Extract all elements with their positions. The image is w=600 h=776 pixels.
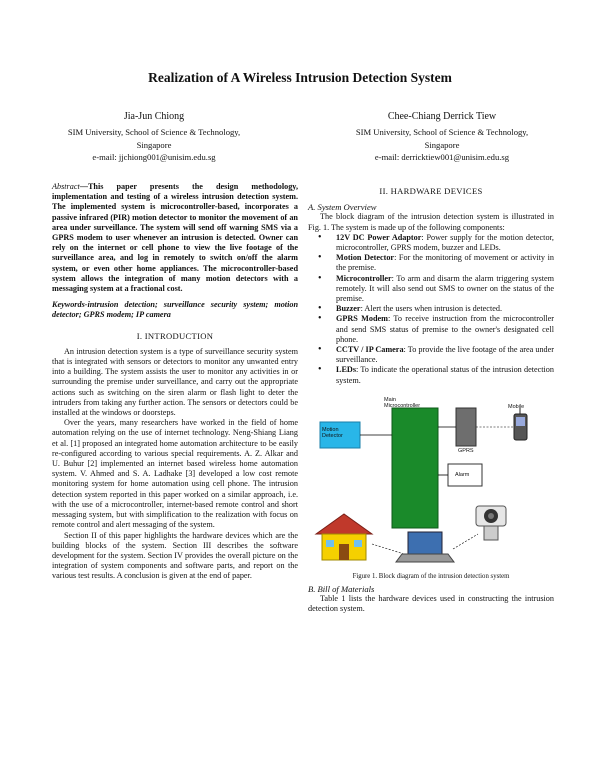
author-location: Singapore (424, 139, 460, 150)
label-main: Main (384, 396, 396, 403)
label-microcontroller: Microcontroller (384, 402, 421, 409)
section-heading-introduction: I. INTRODUCTION (136, 330, 214, 341)
author-location: Singapore (136, 139, 172, 150)
left-column (52, 182, 298, 582)
intro-paragraph: Over the years, many researchers have worked in the field of home automation relying on the use of internet technology. Neng-Shiang Liang et al. [1] proposed an integrated home automation architecture to be easily re-configured according to various special requirements. A. Z. Alkar and U. Buhur [2] implemented an internet based wireless home automation system. V. Ahmed and S. A. Ladhake [3] developed a low cost remote monitoring system for home automation using cell phone. The intrusion detection system reported in this paper worked on a similar approach, i.e. with the use of a microcontroller, internet-based remote control and short messaging system, but with simplification to the realization with focus on remote control and alert messaging of the system. (52, 418, 298, 530)
component-list (308, 233, 554, 386)
author-affiliation: SIM University, School of Science & Technology, (355, 127, 529, 137)
author-2 (322, 110, 562, 164)
gprs-block (456, 408, 476, 446)
house-icon (316, 514, 372, 560)
author-name: Chee-Chiang Derrick Tiew (387, 111, 497, 122)
list-item: • CCTV / IP Camera: To provide the live footage of the area under surveillance. (322, 345, 554, 365)
microcontroller-block (392, 408, 438, 528)
wireless-link (453, 534, 478, 549)
abstract (52, 182, 298, 294)
intro-paragraph: Section II of this paper highlights the hardware devices which are the building blocks of the system. Section III describes the software development for the system. Section IV provides the overall picture on the integration of system components and software parts, and report on the various test results. A conclusion is given at the end of paper. (52, 530, 298, 581)
label-alarm: Alarm (455, 471, 470, 478)
bom-paragraph: Table 1 lists the hardware devices used in constructing the intrusion detection system. (308, 594, 554, 614)
list-item: • Microcontroller: To arm and disarm the alarm triggering system remotely. It will also send out SMS to owner on the status of the premise. (322, 274, 554, 305)
section-heading-hardware: II. HARDWARE DEVICES (379, 186, 483, 196)
abstract-label: Abstract (52, 182, 80, 191)
abstract-text: —This paper presents the design methodology, implementation and testing of a wireless intrusion detection system. The implemented system is microcontroller-based, incorporates a passive infrared (PIR) motion detector to monitor the movement of an area under surveillance. The system will send off warning SMS via a GPRS modem to user whenever an intrusion is detected. Owner can rely on the internet or cell phone to view the live footage of the surveillance area, and log in remotely to switch on/off the alarm system, or even other home appliances. The microcontroller-based system allows the integration of many motion detectors with a messaging system at a fractional cost. (52, 182, 298, 294)
author-affiliation: SIM University, School of Science & Technology, (67, 127, 241, 137)
list-item: • LEDs: To indicate the operational status of the intrusion detection system. (322, 365, 554, 385)
list-item: • Motion Detector: For the monitoring of movement or activity in the premise. (322, 253, 554, 273)
label-gprs: GPRS (458, 447, 474, 454)
right-column (308, 182, 554, 614)
list-item: • 12V DC Power Adaptor: Power supply for the motion detector, microcontroller, GPRS modem, buzzer and LEDs. (322, 233, 554, 253)
paper-title: Realization of A Wireless Intrusion Detection System (148, 70, 452, 85)
author-email: e-mail: jjchiong001@unisim.edu.sg (92, 152, 216, 162)
keywords: Keywords-intrusion detection; surveillance security system; motion detector; GPRS modem; IP camera (52, 300, 298, 320)
laptop-icon (396, 532, 454, 562)
mobile-phone-icon (514, 408, 527, 440)
wireless-link (372, 544, 404, 554)
label-motion-detector: Motion Detector (322, 426, 343, 439)
camera-icon (476, 506, 506, 540)
subsection-system-overview: A. System Overview (308, 202, 377, 213)
overview-paragraph: The block diagram of the intrusion detection system is illustrated in Fig. 1. The system is made up of the following components: (308, 212, 554, 232)
author-email: e-mail: derricktiew001@unisim.edu.sg (374, 152, 510, 162)
author-1 (34, 110, 274, 164)
intro-paragraph: An intrusion detection system is a type of surveillance security system that is integrated with sensors or detectors to monitor any unwanted entry into a building. The system assists the user to monitor any activities in or surrounding the premise under surveillance, and carry out the appropriate actions such as switching on the siren alarm or flash light to deter the intruders from taking any further action. The sensors or detectors could be installed at the windows or doorsteps. (52, 346, 298, 418)
block-diagram (308, 394, 554, 570)
author-name: Jia-Jun Chiong (123, 111, 185, 122)
subsection-bill-of-materials: B. Bill of Materials (308, 583, 375, 594)
figure-block-diagram (308, 394, 554, 584)
list-item: • GPRS Modem: To receive instruction from the microcontroller and send SMS status of premise to the owner's designated cell phone. (322, 314, 554, 345)
figure-caption: Figure 1. Block diagram of the intrusion detection system (352, 572, 510, 580)
label-mobile: Mobile (508, 403, 525, 410)
list-item: • Buzzer: Alert the users when intrusion is detected. (322, 304, 554, 314)
